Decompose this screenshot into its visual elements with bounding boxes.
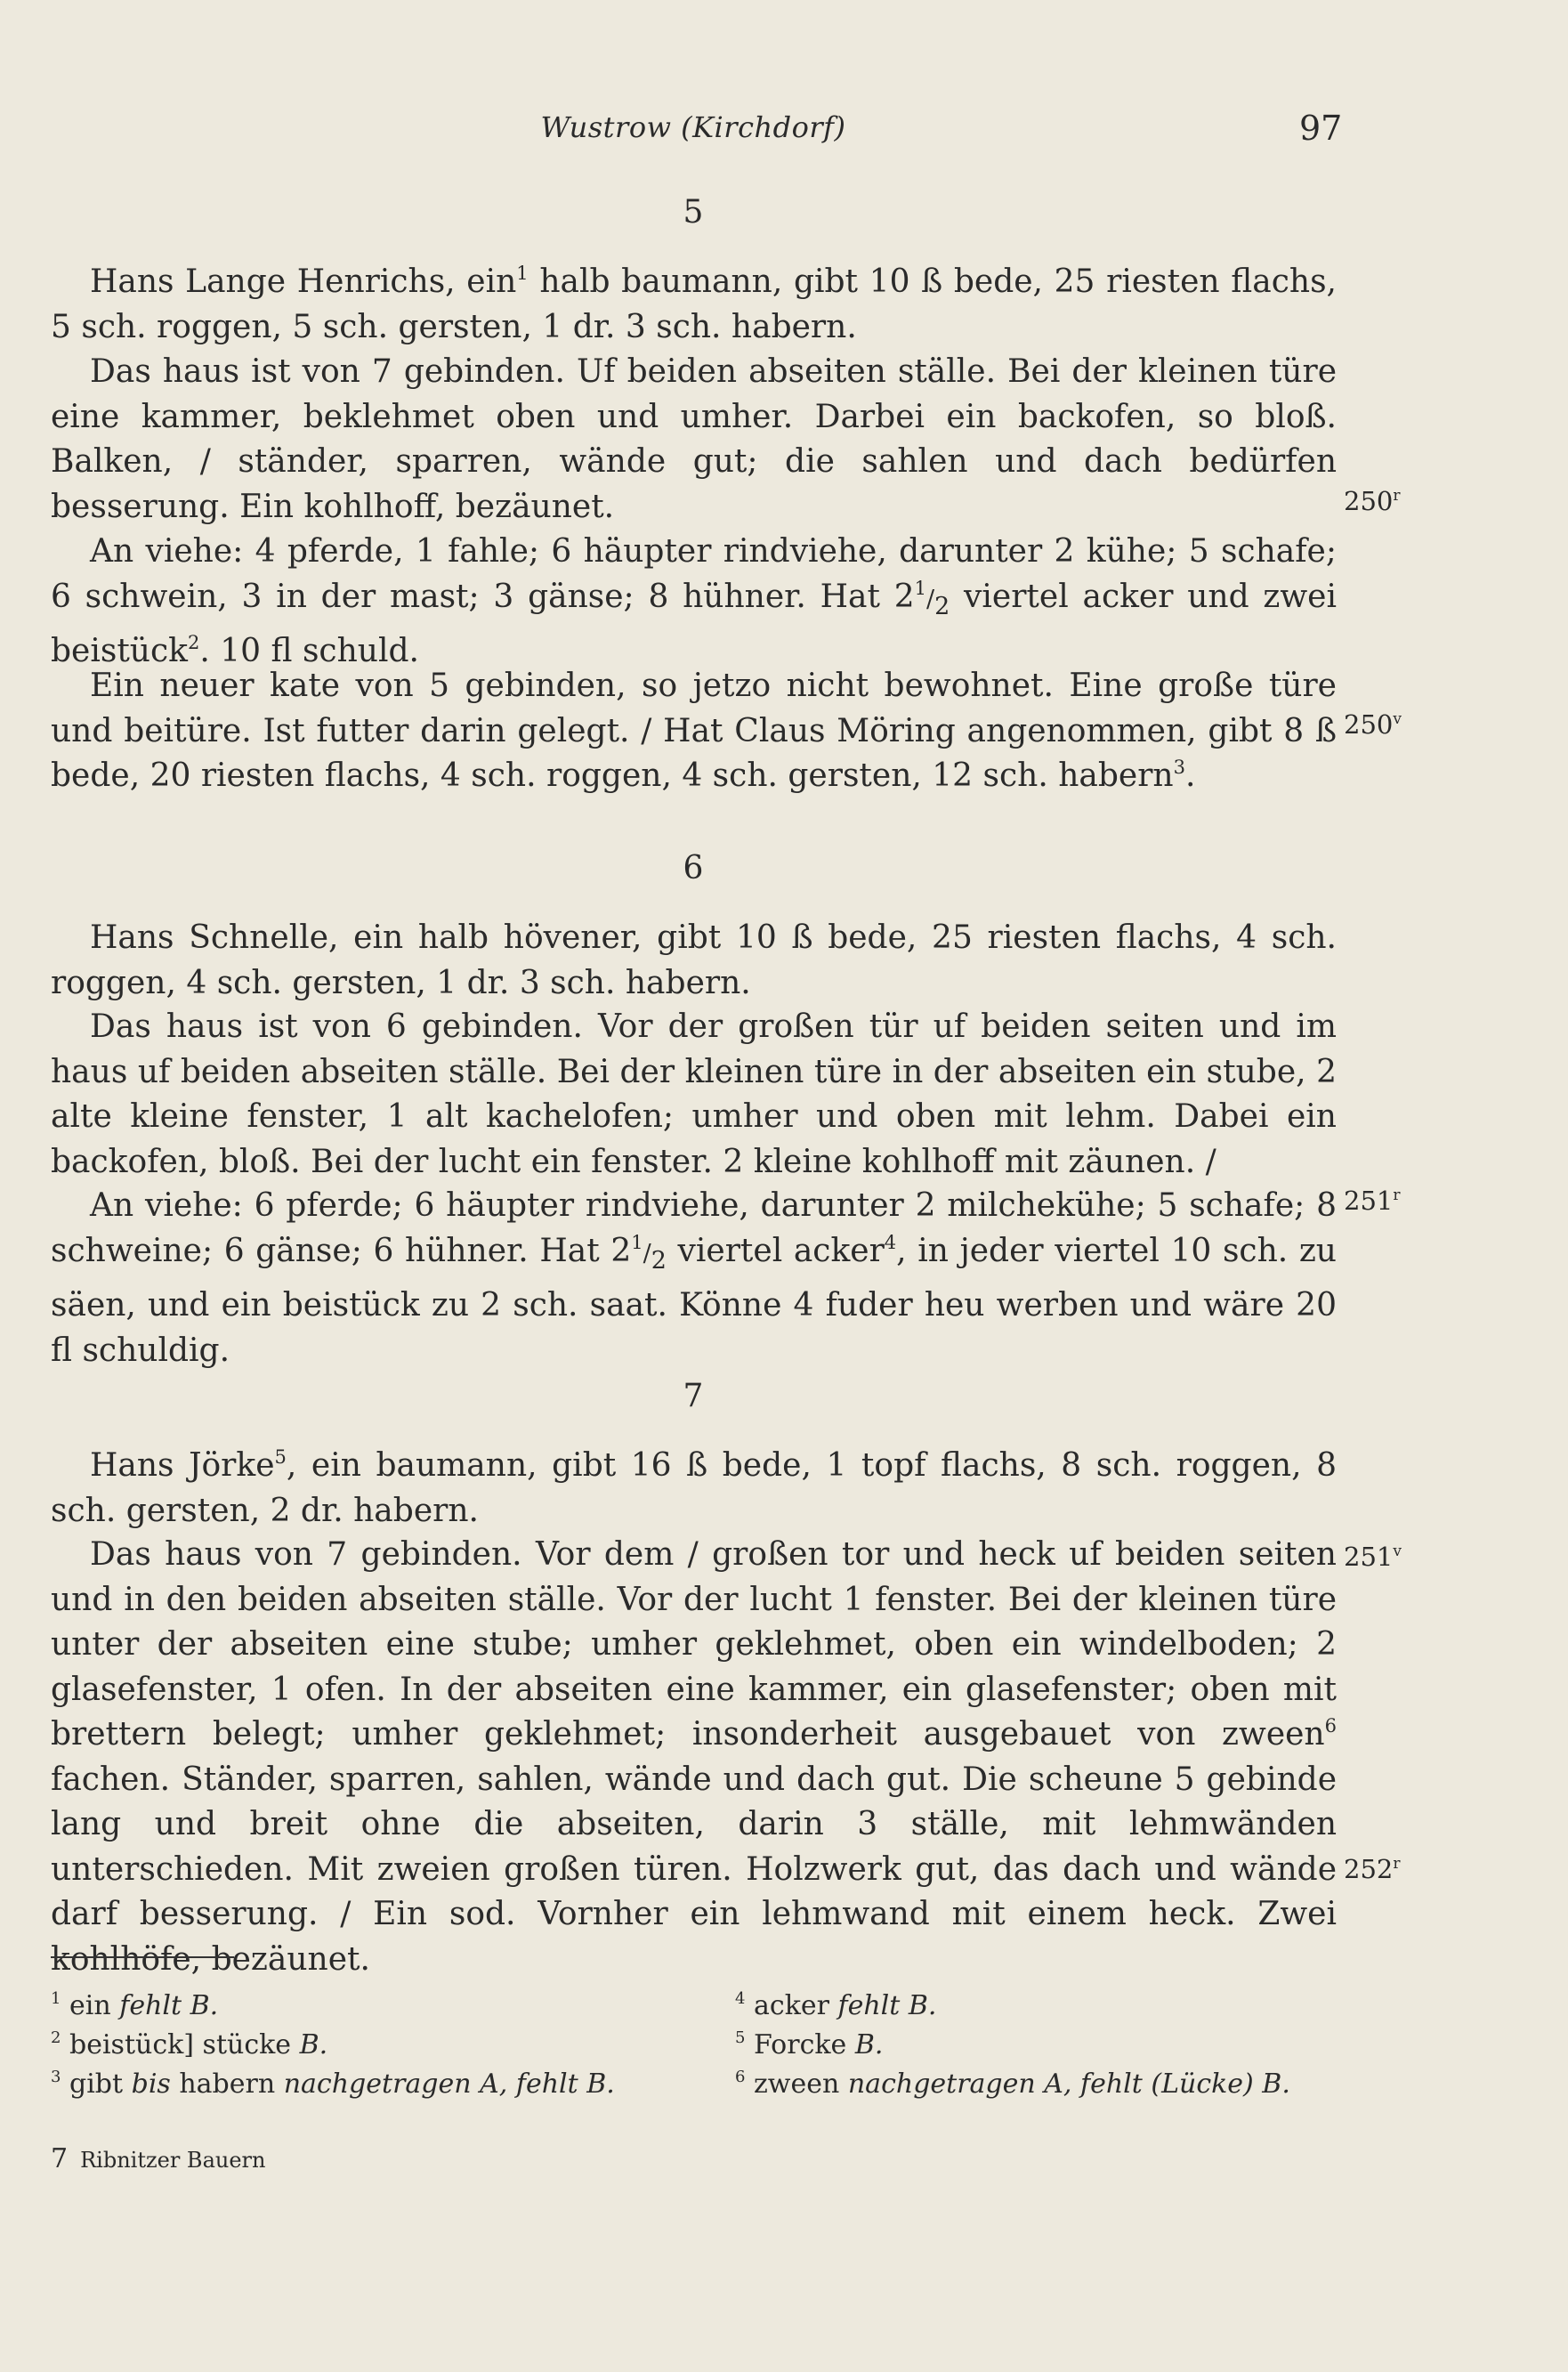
running-header-title: Wustrow (Kirchdorf) — [540, 110, 846, 144]
section-6-paragraph-1: Hans Schnelle, ein halb hövener, gibt 10 ß bede, 25 riesten flachs, 4 sch. roggen, 4 sch. gersten, 1 dr. 3 sch. habern. — [51, 919, 1337, 1001]
section-5-paragraph-4: Ein neuer kate von 5 gebinden, so jetzo nicht bewohnet. Eine große türe und beitüre. Ist futter darin gelegt. / Hat Claus Möring angenommen, gibt 8 ß bede, 20 riesten flachs, 4 sch. roggen, 4 sch. gersten, 12 sch. habern$^3$. — [51, 668, 1337, 794]
margin-folio-note: 250$^v$ — [1344, 709, 1402, 740]
margin-folio-note: 251$^r$ — [1344, 1186, 1401, 1216]
section-7-paragraph-1: Hans Jörke$^5$, ein baumann, gibt 16 ß bede, 1 topf flachs, 8 sch. roggen, 8 sch. gersten, 2 dr. habern. — [51, 1446, 1337, 1529]
section-6-paragraph-3: An viehe: 6 pferde; 6 häupter rindviehe, darunter 2 milchekühe; 5 schafe; 8 schweine; 6 gänse; 6 hühner. Hat $2^1/_2$ viertel acker$^4$, in jeder viertel 10 sch. zu säen, und ein beistück zu 2 sch. saat. Könne 4 fuder heu werben und wäre 20 fl schuldig. — [51, 1187, 1337, 1369]
footnote-2: $^2$ beistück] stücke B. — [51, 2028, 328, 2060]
page-number: 97 — [1299, 109, 1343, 148]
section-5-paragraph-1: Hans Lange Henrichs, ein$^1$ halb baumann, gibt 10 ß bede, 25 riesten flachs, 5 sch. roggen, 5 sch. gersten, 1 dr. 3 sch. habern. — [51, 263, 1337, 345]
section-number-5: 5 — [683, 194, 704, 231]
footnote-5: $^5$ Forcke B. — [735, 2028, 884, 2060]
footnote-4: $^4$ acker fehlt B. — [735, 1989, 937, 2021]
printer-signature: 7 Ribnitzer Bauern — [51, 2143, 266, 2174]
footnote-3: $^3$ gibt bis habern nachgetragen A, fehlt B. — [51, 2068, 615, 2100]
section-5-paragraph-2: Das haus ist von 7 gebinden. Uf beiden abseiten ställe. Bei der kleinen türe eine kammer, beklehmet oben und umher. Darbei ein backofen, so bloß. Balken, / ständer, sparren, wände gut; die sahlen und dach bedürfen besserung. Ein kohlhoff, bezäunet. — [51, 353, 1337, 525]
margin-folio-note: 252$^r$ — [1344, 1854, 1401, 1884]
footnote-1: $^1$ ein fehlt B. — [51, 1989, 219, 2021]
section-7-paragraph-2: Das haus von 7 gebinden. Vor dem / großen tor und heck uf beiden seiten und in den beiden abseiten ställe. Vor der lucht 1 fenster. Bei der kleinen türe unter der abseiten eine stube; umher geklehmet, oben ein windelboden; 2 glasefenster, 1 ofen. In der abseiten eine kammer, ein glasefenster; oben mit brettern belegt; umher geklehmet; insonderheit ausgebauet von zween$^6$ fachen. Ständer, sparren, sahlen, wände und dach gut. Die scheune 5 gebinde lang und breit ohne die abseiten, darin 3 ställe, mit lehmwänden unterschieden. Mit zweien großen türen. Holzwerk gut, das dach und wände darf besserung. / Ein sod. Vornher ein lehmwand mit einem heck. Zwei kohlhöfe, bezäunet. — [51, 1536, 1337, 1978]
margin-folio-note: 250$^r$ — [1344, 486, 1401, 516]
margin-folio-note: 251$^v$ — [1344, 1542, 1402, 1572]
section-number-6: 6 — [683, 850, 704, 886]
section-6-paragraph-2: Das haus ist von 6 gebinden. Vor der großen tür uf beiden seiten und im haus uf beiden abseiten ställe. Bei der kleinen türe in der abseiten ein stube, 2 alte kleine fenster, 1 alt kachelofen; umher und oben mit lehm. Dabei ein backofen, bloß. Bei der lucht ein fenster. 2 kleine kohlhoff mit zäunen. / — [51, 1008, 1337, 1180]
footnote-6: $^6$ zween nachgetragen A, fehlt (Lücke) B. — [735, 2068, 1290, 2100]
section-number-7: 7 — [683, 1378, 704, 1414]
section-5-paragraph-3: An viehe: 4 pferde, 1 fahle; 6 häupter rindviehe, darunter 2 kühe; 5 schafe; 6 schwein, 3 in der mast; 3 gänse; 8 hühner. Hat $2^1/_2$ viertel acker und zwei beistück$^2$. 10 fl schuld. — [51, 533, 1337, 670]
footnote-divider — [51, 1956, 234, 1958]
